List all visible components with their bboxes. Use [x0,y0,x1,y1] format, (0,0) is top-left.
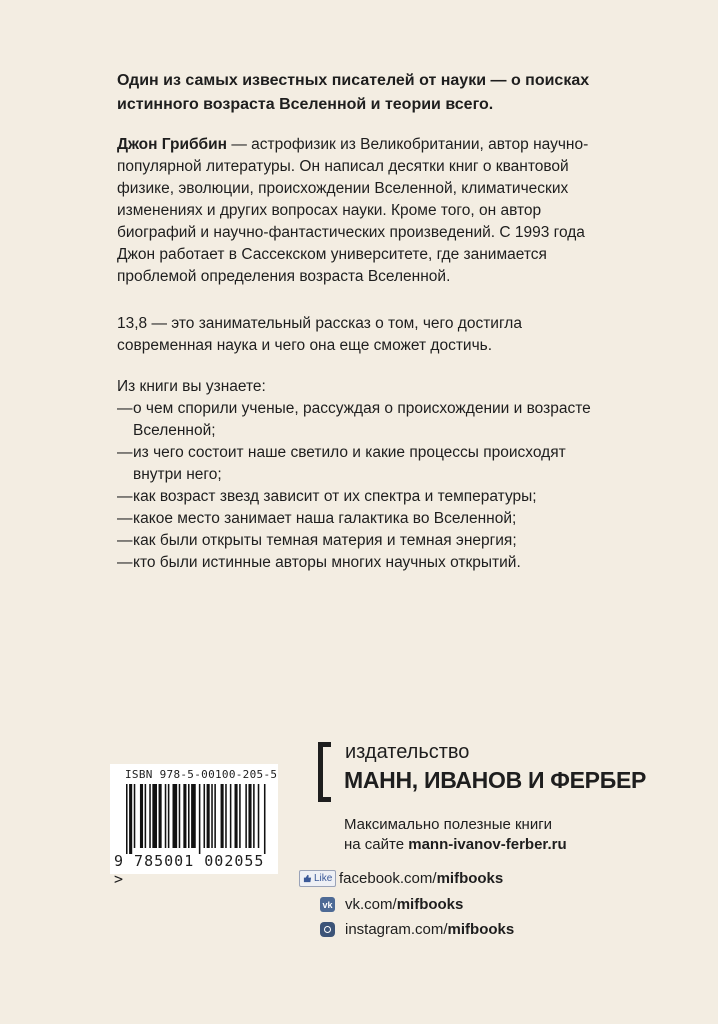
barcode-bar [134,784,136,848]
instagram-icon [320,922,335,937]
barcode-bar [149,784,151,848]
publisher-bracket-icon [318,742,332,802]
barcode-bar [204,784,206,848]
barcode-bar [168,784,170,848]
publisher-name: МАНН, ИВАНОВ И ФЕРБЕР [344,767,647,793]
barcode-bar [145,784,147,848]
barcode-digits: 9 785001 002055 > [114,852,265,888]
instagram-link[interactable]: instagram.com/ mifbooks [320,921,514,938]
barcode-bar [245,784,247,848]
publisher-label: издательство [345,741,470,763]
barcode-bar [140,784,143,848]
barcode-bar [159,784,162,848]
barcode-bar [258,784,260,848]
barcode-bar [152,784,157,848]
list-item: —какое место занимает наша галактика во Вселенной; [117,510,517,527]
facebook-link[interactable]: Like facebook.com/ mifbooks [299,870,503,887]
barcode-bar [191,784,196,848]
list-item: —кто были истинные авторы многих научных открытий. [117,554,521,571]
barcode-bar [126,784,128,854]
vk-icon: vk [320,897,335,912]
learn-section [117,376,607,574]
site-info [344,815,567,855]
barcode-bar [183,784,186,848]
author-bio [117,134,607,288]
list-item: —как были открыты темная материя и темная энергия; [117,532,517,549]
vk-link[interactable]: vk vk.com/ mifbooks [320,896,463,913]
site-link[interactable]: mann-ivanov-ferber.ru [408,836,567,853]
barcode-bar [221,784,224,848]
list-item: —из чего состоит наше светило и какие процессы происходят внутри него; [117,444,566,483]
author-name: Джон Гриббин [117,136,228,153]
barcode-bar [248,784,251,848]
isbn-text: ISBN 978-5-00100-205-5 [125,768,278,781]
barcode-bar [239,784,241,848]
author-bio-text: — астрофизик из Великобритании, автор научно-популярной литературы. Он написал десятки книг о квантовой физике, эволюции, происхождении Вселенной, климатических изменениях и других вопросах науки. Кроме того, он автор биографий и научно-фантастических произведений. С 1993 года Джон работает в Сассекском университете, где занимается проблемой определения возраста Вселенной. [117,136,589,285]
barcode-bar [264,784,266,854]
list-item: —как возраст звезд зависит от их спектра и температуры; [117,488,537,505]
barcode-bar [188,784,190,848]
barcode-bar [211,784,213,848]
learn-list [117,398,607,574]
list-item: —о чем спорили ученые, рассуждая о происхождении и возрасте Вселенной; [117,400,591,439]
publisher-tagline: Максимально полезные книги [344,816,553,833]
barcode-bar [129,784,132,854]
site-line: на сайте mann-ivanov-ferber.ru [344,836,567,853]
barcode-bar [165,784,167,848]
barcode-bar [199,784,201,854]
barcode-bar [225,784,227,848]
facebook-like-icon: Like [299,870,336,887]
barcode-bar [179,784,181,848]
barcode-panel [110,764,278,888]
lead-paragraph: Один из самых известных писателей от науки — о поисках истинного возраста Вселенной и теории всего. [117,72,590,113]
barcode-bar [207,784,210,848]
learn-intro: Из книги вы узнаете: [117,378,266,395]
barcode-bar [235,784,238,848]
barcode-bar [173,784,178,848]
barcode-bar [230,784,232,848]
barcode-bar [253,784,255,848]
book-summary: 13,8 — это занимательный рассказ о том, чего достигла современная наука и чего она еще сможет достичь. [117,315,522,354]
barcode-bar [214,784,216,848]
